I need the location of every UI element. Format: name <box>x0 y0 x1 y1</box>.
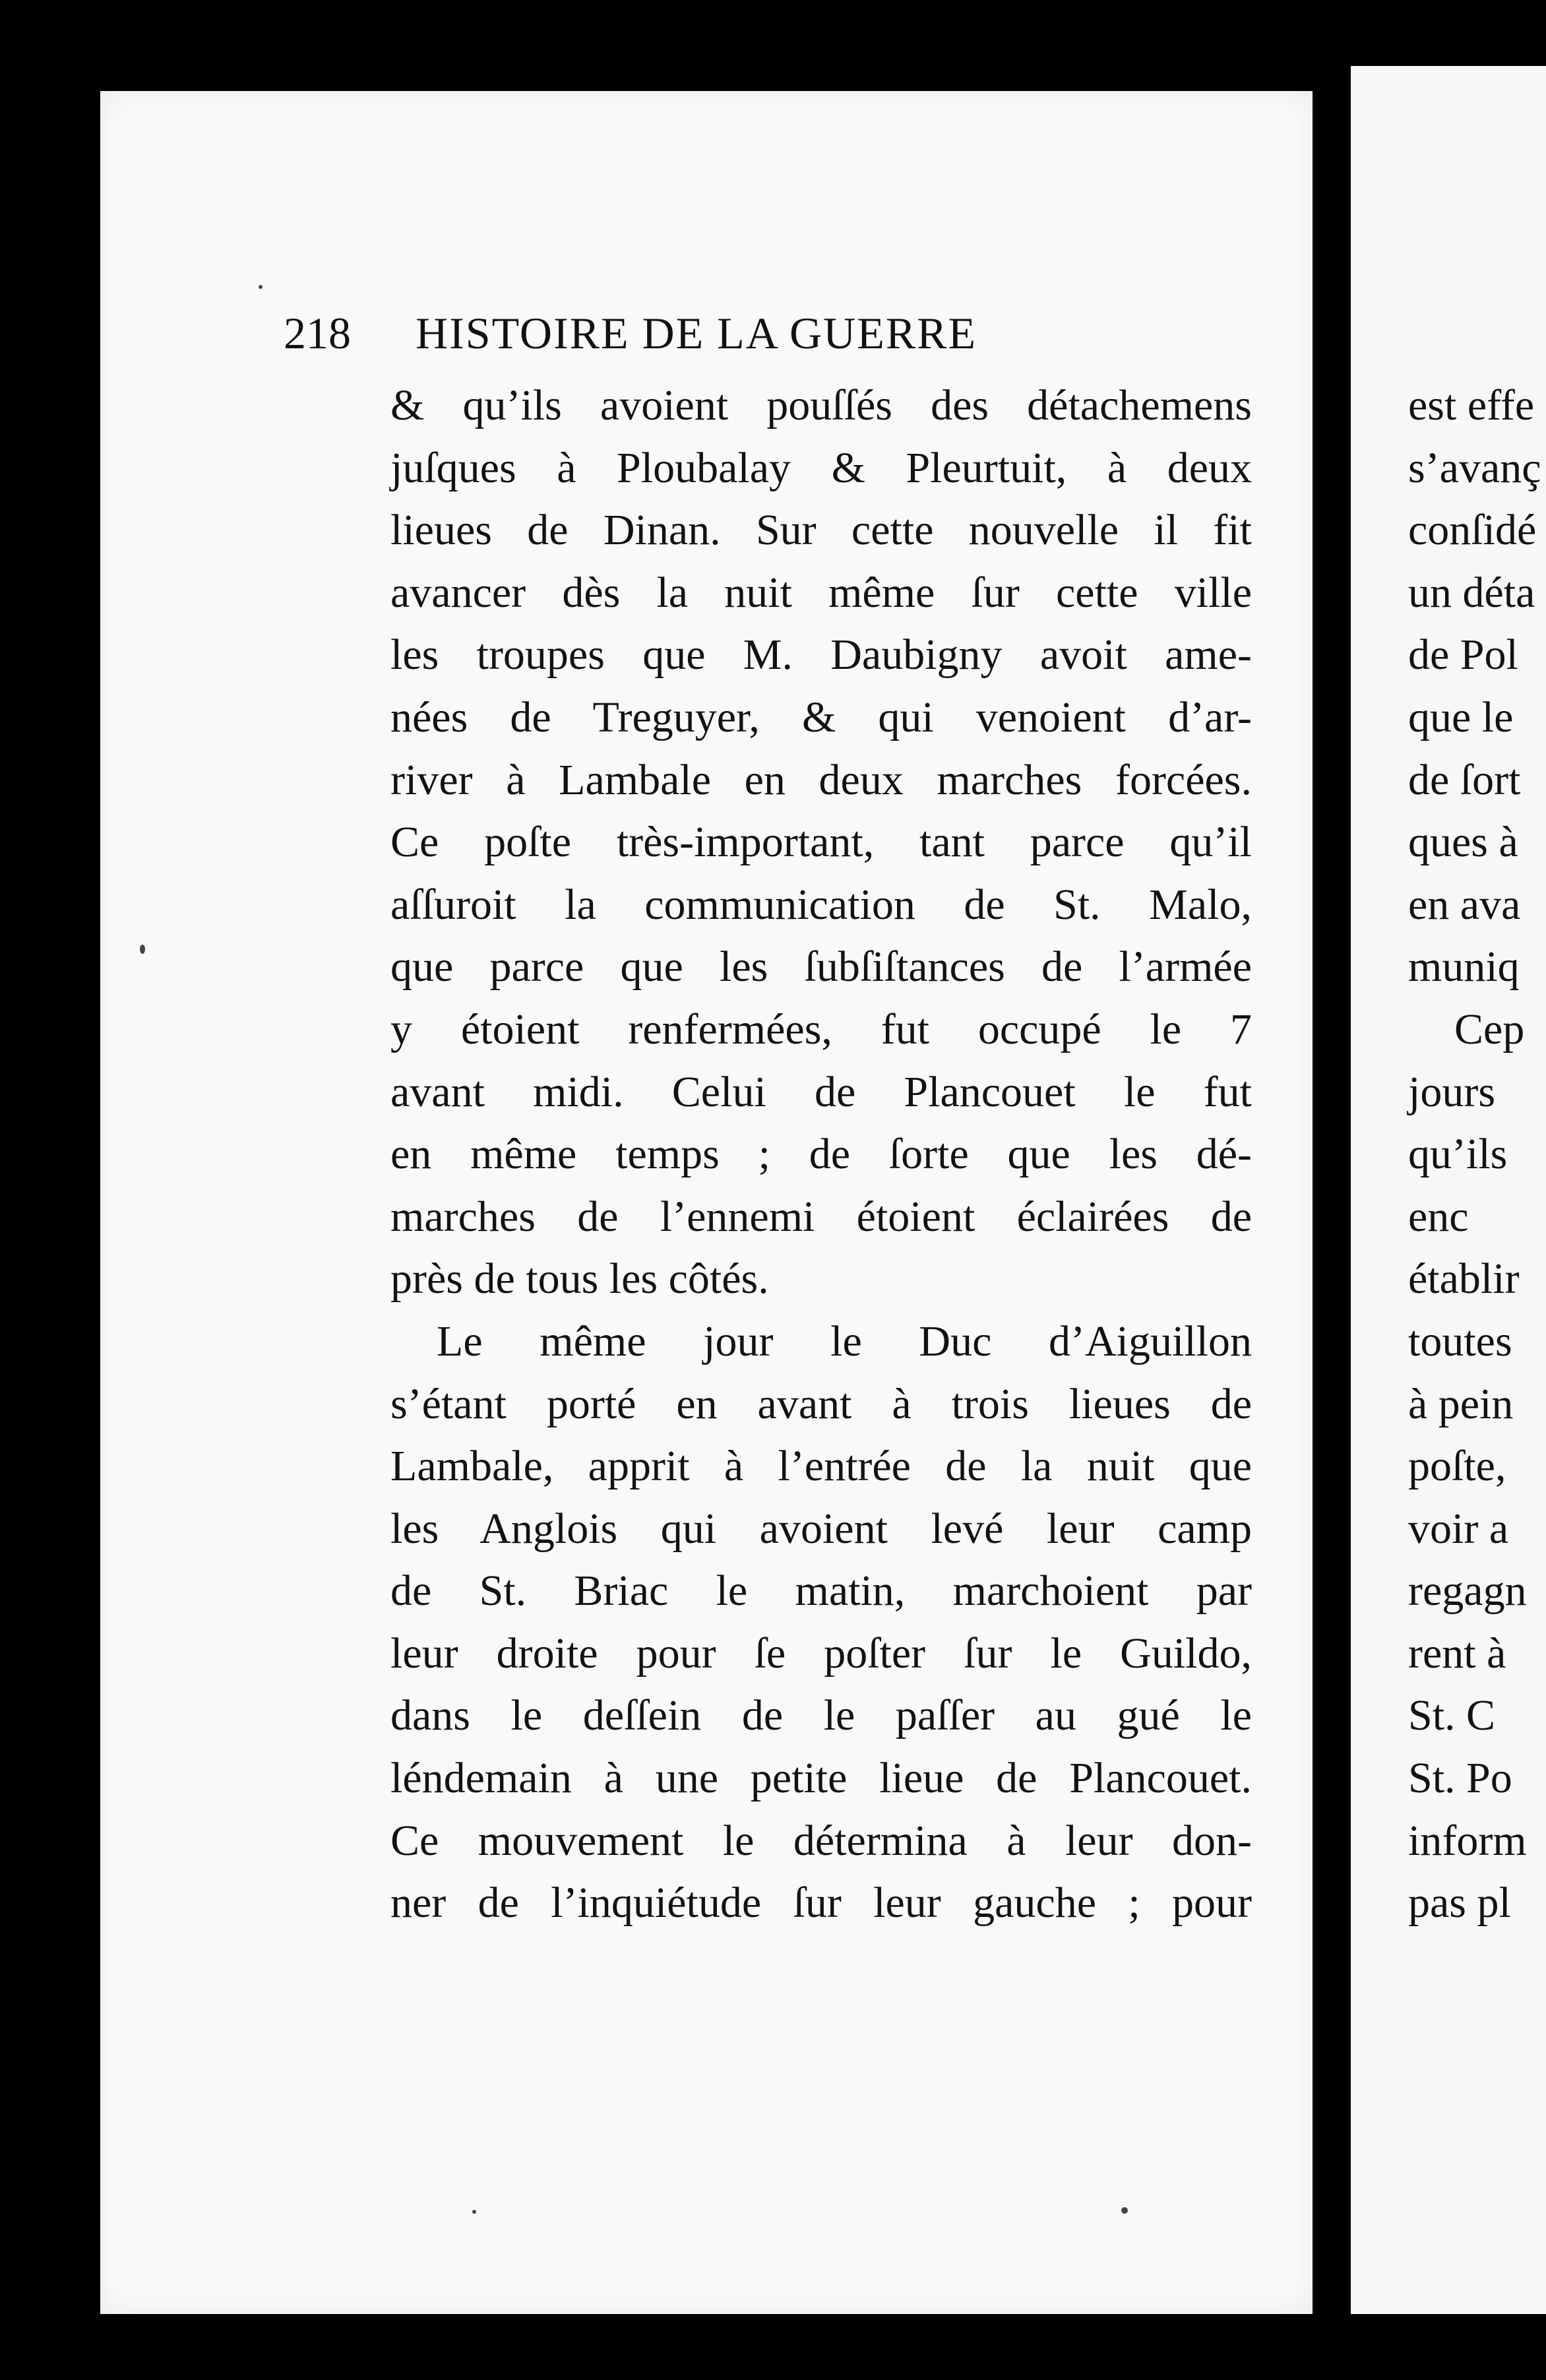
text-line: rent à <box>1408 1629 1506 1677</box>
text-line: de St. Briac le matin, marchoient par <box>390 1567 1252 1615</box>
running-head-title: HISTOIRE DE LA GUERRE <box>416 308 977 358</box>
text-line: que parce que les ſubſiſtances de l’armée <box>390 943 1252 991</box>
text-line: Cep <box>1454 1005 1525 1053</box>
text-line: regagn <box>1408 1567 1527 1615</box>
text-line: les Anglois qui avoient levé leur camp <box>390 1504 1252 1553</box>
running-head <box>284 300 1167 366</box>
text-line: en ava <box>1408 880 1521 929</box>
text-line: de Pol <box>1408 631 1518 679</box>
text-line: en même temps ; de ſorte que les dé- <box>390 1130 1252 1179</box>
text-line: toutes <box>1408 1317 1512 1365</box>
text-line: river à Lambale en deux marches forcées. <box>390 755 1252 804</box>
text-line: léndemain à une petite lieue de Plancouet. <box>390 1754 1252 1803</box>
paper-speck <box>259 285 263 289</box>
text-line: dans le deſſein de le paſſer au gué le <box>390 1691 1252 1740</box>
text-line: s’étant porté en avant à trois lieues de <box>390 1379 1252 1428</box>
text-line: inform <box>1408 1816 1527 1865</box>
text-line: leur droite pour ſe poſter ſur le Guildo, <box>390 1629 1252 1677</box>
text-line: ner de l’inquiétude ſur leur gauche ; pour <box>390 1879 1252 1927</box>
text-line: Ce mouvement le détermina à leur don- <box>390 1816 1252 1865</box>
text-line: y étoient renfermées, fut occupé le 7 <box>390 1005 1252 1053</box>
text-line: de ſort <box>1408 755 1521 804</box>
text-line: & qu’ils avoient pouſſés des détachemens <box>390 381 1252 429</box>
text-line: près de tous les côtés. <box>390 1255 769 1303</box>
text-line: s’avanç <box>1408 443 1541 492</box>
text-line: nées de Treguyer, & qui venoient d’ar- <box>390 693 1252 741</box>
paper-speck <box>140 945 145 954</box>
text-line: aſſuroit la communication de St. Malo, <box>390 880 1252 929</box>
text-line: juſques à Ploubalay & Pleurtuit, à deux <box>390 443 1252 492</box>
text-line: conſidé <box>1408 506 1537 555</box>
text-line: Ce poſte très-important, tant parce qu’il <box>390 818 1252 867</box>
text-line: est effe <box>1408 381 1535 429</box>
text-line: à pein <box>1408 1379 1514 1428</box>
right-page-body <box>1408 375 1546 1935</box>
text-line: avant midi. Celui de Plancouet le fut <box>390 1067 1252 1116</box>
text-line: jours <box>1408 1067 1495 1116</box>
text-line: établir <box>1408 1255 1520 1303</box>
text-line: voir a <box>1408 1504 1509 1553</box>
text-line: Lambale, apprit à l’entrée de la nuit que <box>390 1442 1252 1491</box>
left-page-body <box>390 375 1252 1935</box>
paper-speck <box>1121 2207 1128 2214</box>
text-line: qu’ils <box>1408 1130 1508 1179</box>
text-line: poſte, <box>1408 1442 1506 1491</box>
text-line: St. Po <box>1408 1754 1512 1803</box>
text-line: muniq <box>1408 943 1520 991</box>
text-line: Le même jour le Duc d’Aiguillon <box>437 1317 1252 1365</box>
text-line: avancer dès la nuit même ſur cette ville <box>390 568 1252 617</box>
text-line: les troupes que M. Daubigny avoit ame- <box>390 631 1252 679</box>
text-line: un déta <box>1408 568 1535 617</box>
text-line: enc <box>1408 1192 1469 1241</box>
text-line: St. C <box>1408 1691 1496 1740</box>
text-line: marches de l’ennemi étoient éclairées de <box>390 1192 1252 1241</box>
page-number: 218 <box>284 308 351 358</box>
paper-speck <box>472 2210 476 2214</box>
text-line: que le <box>1408 693 1514 741</box>
text-line: pas pl <box>1408 1879 1511 1927</box>
text-line: ques à <box>1408 818 1518 867</box>
text-line: lieues de Dinan. Sur cette nouvelle il fit <box>390 506 1252 555</box>
